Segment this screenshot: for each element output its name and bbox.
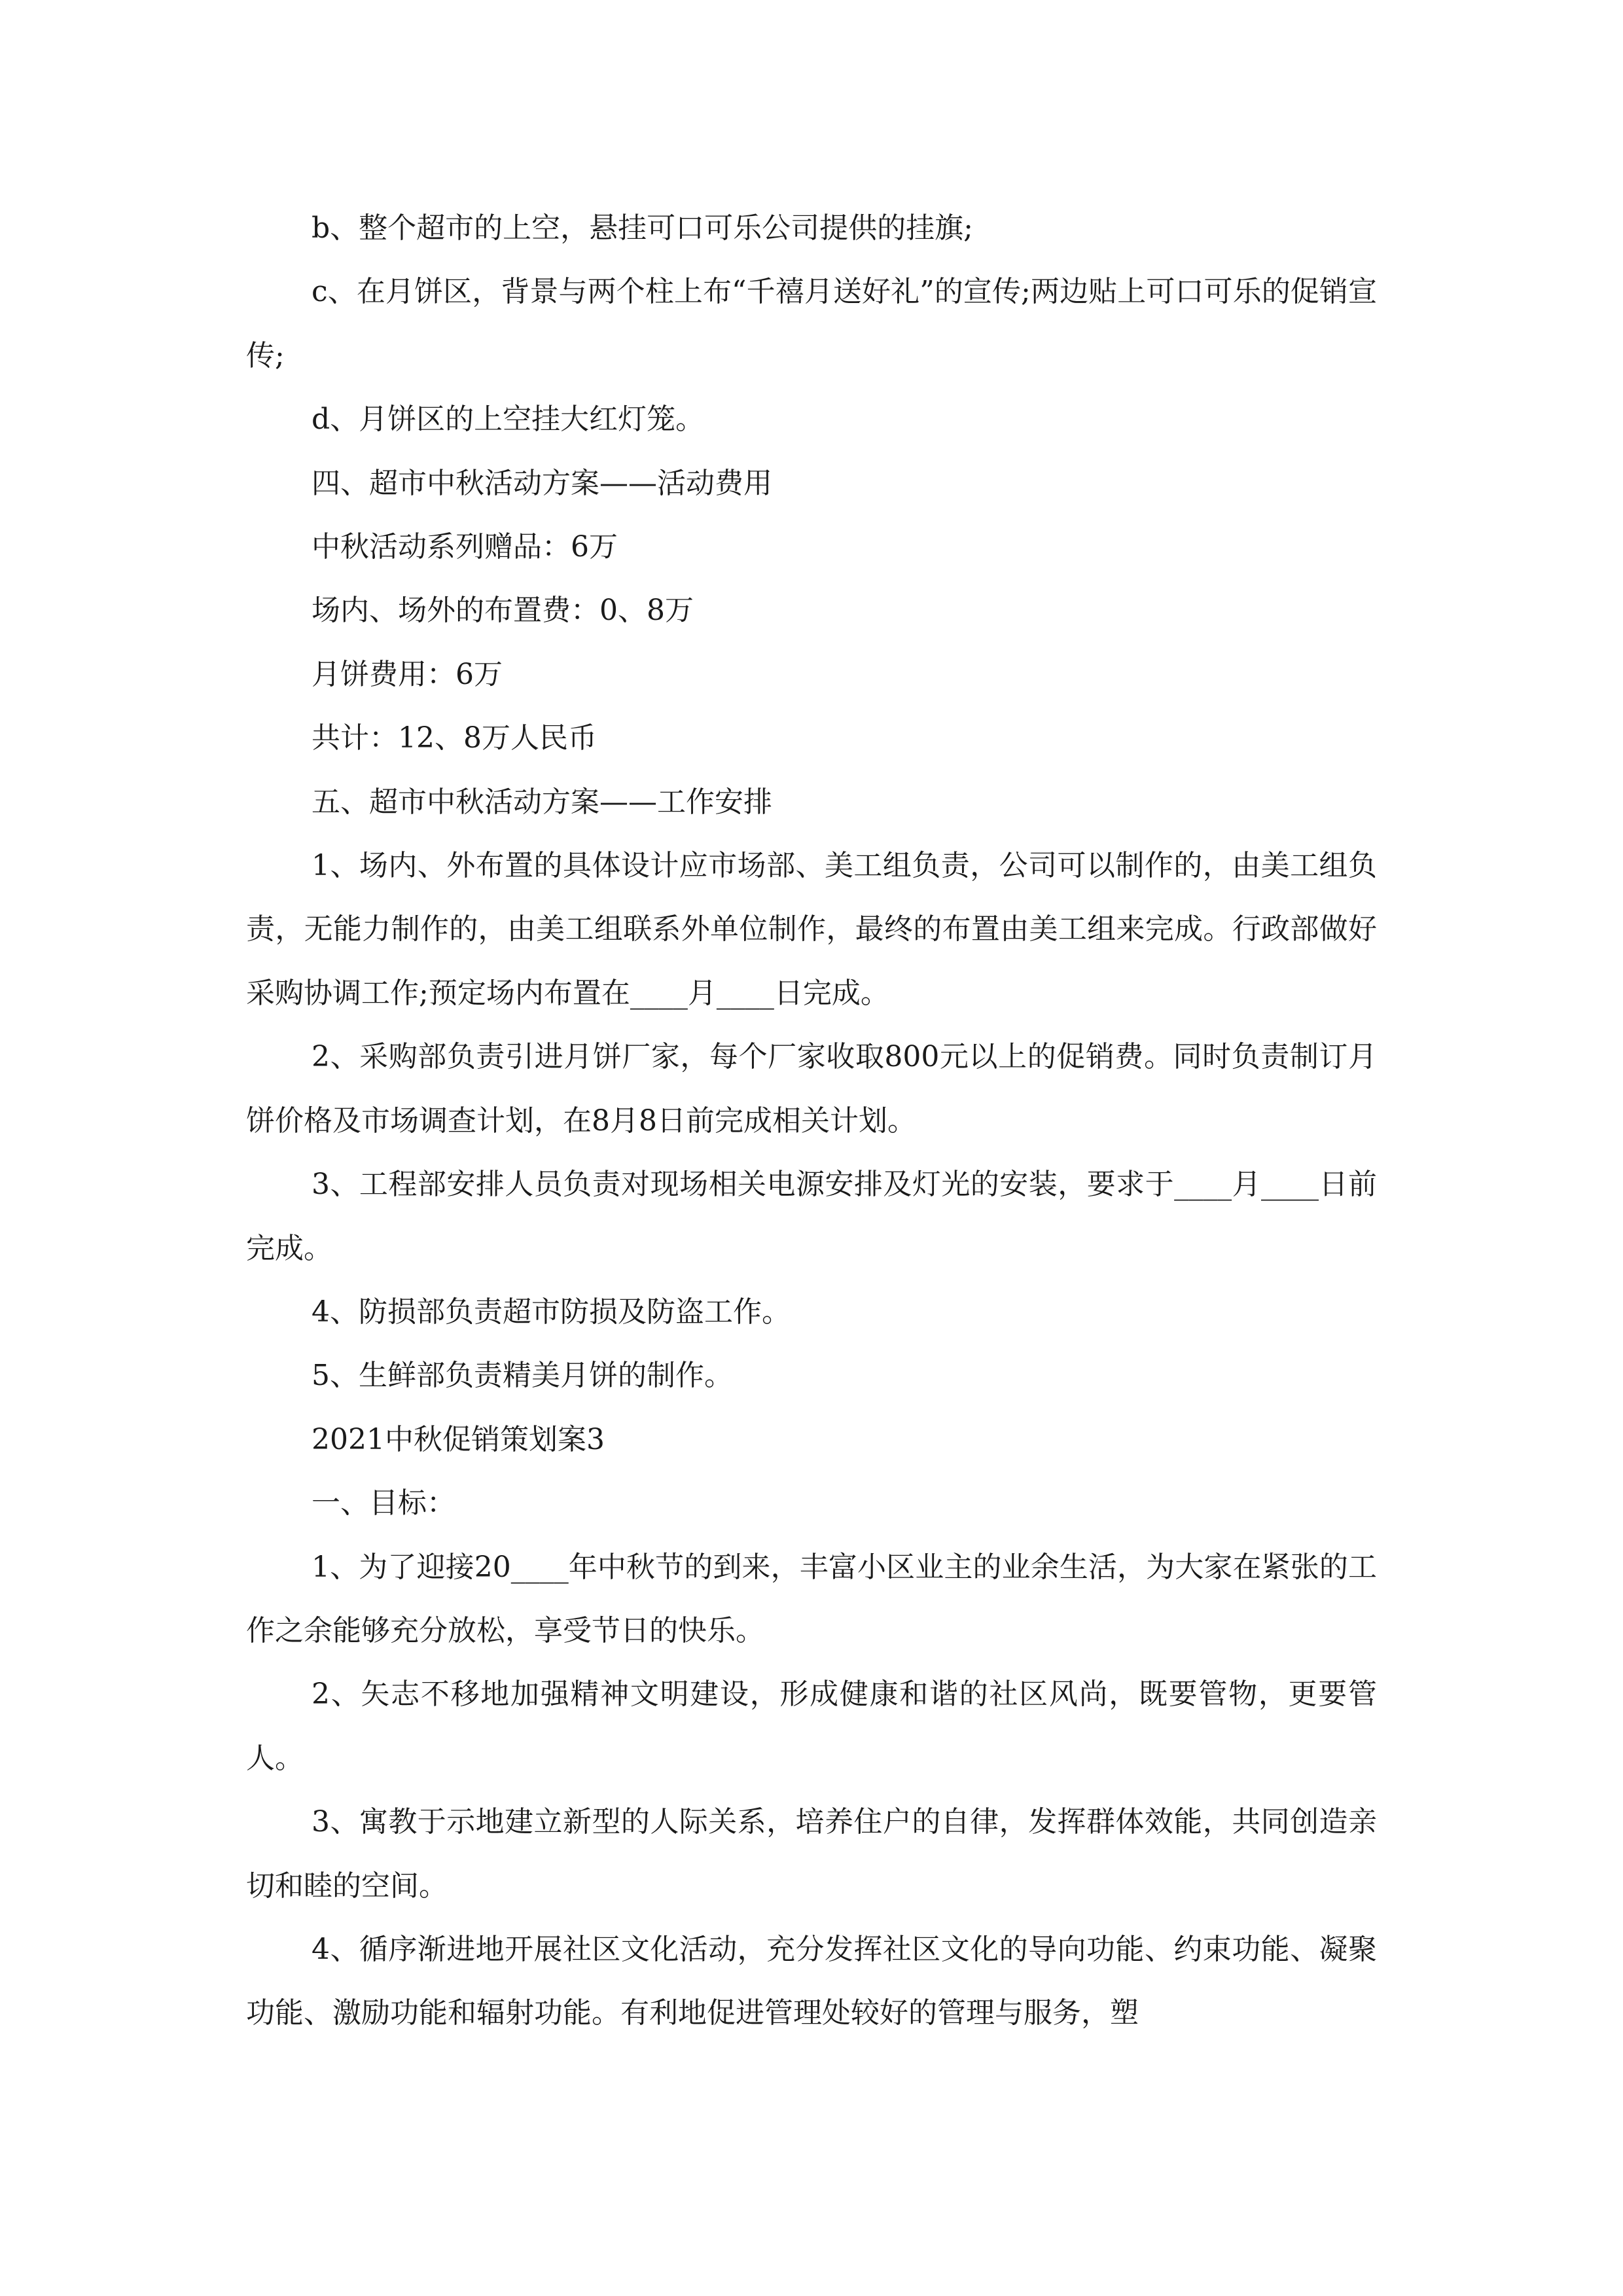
section-heading-work-plan: 五、超市中秋活动方案——工作安排: [312, 785, 772, 819]
paragraph-decoration-b: b、整个超市的上空，悬挂可口可乐公司提供的挂旗;: [312, 211, 973, 245]
cost-item-mooncakes: 月饼费用：6万: [312, 657, 503, 691]
cost-item-decoration: 场内、场外的布置费：0、8万: [312, 594, 694, 628]
work-item-2: 2、采购部负责引进月饼厂家，每个厂家收取800元以上的促销费。同时负责制订月饼价格及市场调查计划，在8月8日前完成相关计划。: [246, 1040, 1377, 1138]
goal-item-2: 2、矢志不移地加强精神文明建设，形成健康和谐的社区风尚，既要管物，更要管人。: [246, 1677, 1377, 1775]
section-heading-goals: 一、目标：: [312, 1486, 455, 1520]
goal-item-4: 4、循序渐进地开展社区文化活动，充分发挥社区文化的导向功能、约束功能、凝聚功能、激励功能和辐射功能。有利地促进管理处较好的管理与服务，塑: [246, 1932, 1377, 2030]
paragraph-decoration-d: d、月饼区的上空挂大红灯笼。: [312, 403, 705, 437]
paragraph-decoration-c: c、在月饼区，背景与两个柱上布“千禧月送好礼”的宣传;两边贴上可口可乐的促销宣传;: [246, 275, 1377, 372]
cost-total: 共计：12、8万人民币: [312, 721, 597, 755]
document-body: [246, 196, 1377, 2045]
work-item-5: 5、生鲜部负责精美月饼的制作。: [312, 1359, 733, 1393]
section-heading-costs: 四、超市中秋活动方案——活动费用: [312, 466, 772, 500]
work-item-3: 3、工程部安排人员负责对现场相关电源安排及灯光的安装，要求于____月____日前完成。: [246, 1168, 1377, 1265]
goal-item-3: 3、寓教于示地建立新型的人际关系，培养住户的自律，发挥群体效能，共同创造亲切和睦的空间。: [246, 1805, 1377, 1903]
cost-item-gifts: 中秋活动系列赠品：6万: [312, 530, 618, 564]
goal-item-1: 1、为了迎接20____年中秋节的到来，丰富小区业主的业余生活，为大家在紧张的工作之余能够充分放松，享受节日的快乐。: [246, 1550, 1377, 1647]
plan-title-3: 2021中秋促销策划案3: [312, 1422, 605, 1456]
work-item-4: 4、防损部负责超市防损及防盗工作。: [312, 1295, 791, 1329]
work-item-1: 1、场内、外布置的具体设计应市场部、美工组负责，公司可以制作的，由美工组负责，无能力制作的，由美工组联系外单位制作，最终的布置由美工组来完成。行政部做好采购协调工作;预定场内布置在____月____日完成。: [246, 849, 1377, 1010]
